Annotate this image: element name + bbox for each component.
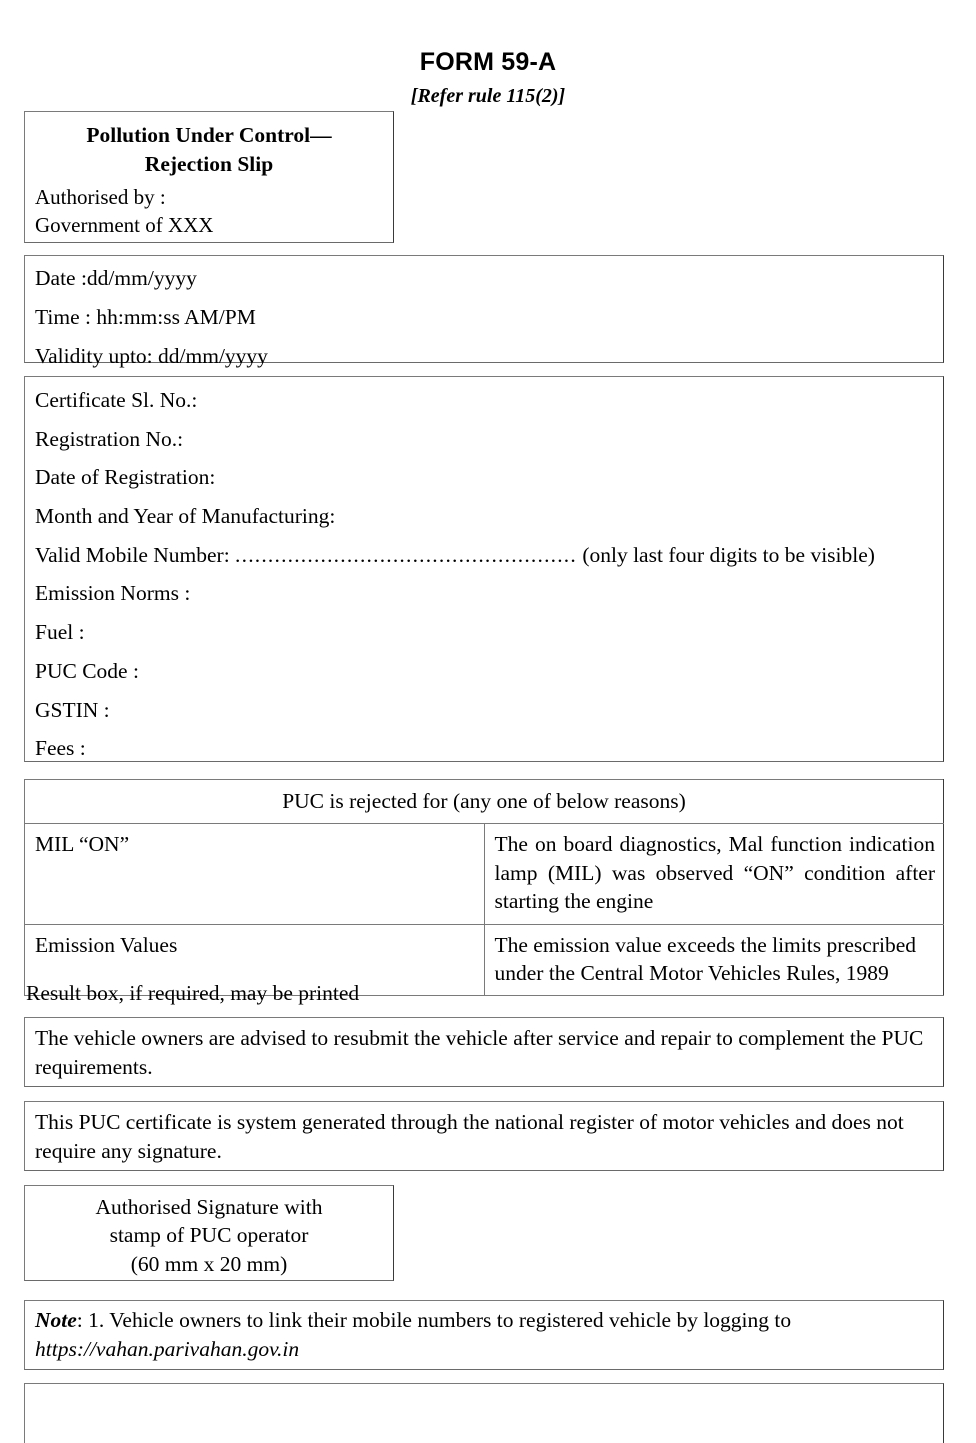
result-box-caption: Result box, if required, may be printed xyxy=(26,981,360,1005)
gstin-field: GSTIN : xyxy=(35,697,110,722)
header-slip-box xyxy=(24,111,394,243)
date-of-registration-field: Date of Registration: xyxy=(35,465,216,490)
mobile-number-leader: .................................................... xyxy=(235,542,577,567)
system-generated-box xyxy=(24,1101,944,1171)
rule-reference: [Refer rule 115(2)] xyxy=(410,85,566,107)
vehicle-details-box xyxy=(24,376,944,762)
reason-key-emission-values: Emission Values xyxy=(25,924,485,996)
result-advice-text: The vehicle owners are advised to resubmit the vehicle after service and repair to complement the PUC requirements. xyxy=(35,1026,924,1079)
certificate-serial-field: Certificate Sl. No.: xyxy=(35,388,198,412)
reason-text-mil-on: The on board diagnostics, Mal function indication lamp (MIL) was observed “ON” condition after starting the engine xyxy=(484,824,944,924)
validity-field: Validity upto: dd/mm/yyyy xyxy=(35,343,268,368)
page-title: FORM 59-A xyxy=(419,48,557,76)
result-advice-box xyxy=(24,1017,944,1087)
registration-no-field: Registration No.: xyxy=(35,426,184,451)
signature-line-1: Authorised Signature with xyxy=(95,1195,323,1219)
table-row xyxy=(25,824,944,924)
table-header-row xyxy=(25,780,944,824)
authorised-signature-box xyxy=(24,1185,394,1281)
reason-text-emission-values: The emission value exceeds the limits prescribed under the Central Motor Vehicles Rules, 1989 xyxy=(484,924,944,996)
note-box xyxy=(24,1300,944,1370)
reason-key-mil-on: MIL “ON” xyxy=(25,824,485,924)
trailing-empty-box xyxy=(24,1383,944,1443)
signature-line-2: stamp of PUC operator xyxy=(109,1223,309,1248)
puc-code-field: PUC Code : xyxy=(35,658,139,683)
rejection-table-header: PUC is rejected for (any one of below reasons) xyxy=(25,780,944,824)
signature-line-3: (60 mm x 20 mm) xyxy=(130,1251,288,1276)
rejection-reasons-table xyxy=(24,779,944,996)
authorised-by-label: Authorised by : xyxy=(35,184,166,209)
datetime-box xyxy=(24,255,944,368)
mobile-number-field xyxy=(35,536,933,575)
authority-name: Government of XXX xyxy=(35,212,214,237)
fees-field: Fees : xyxy=(35,736,86,761)
note-text xyxy=(35,1306,935,1364)
fuel-field: Fuel : xyxy=(35,620,85,645)
slip-heading-line-1: Pollution Under Control— xyxy=(86,123,332,147)
mobile-number-label: Valid Mobile Number: xyxy=(35,542,230,567)
note-body: : 1. Vehicle owners to link their mobile numbers to registered vehicle by logging to xyxy=(76,1308,792,1332)
manufacturing-month-year-field: Month and Year of Manufacturing: xyxy=(35,504,336,529)
date-field: Date :dd/mm/yyyy xyxy=(35,266,197,290)
slip-heading-line-2: Rejection Slip xyxy=(144,152,274,177)
note-label: Note xyxy=(35,1308,77,1332)
emission-norms-field: Emission Norms : xyxy=(35,581,191,606)
time-field: Time : hh:mm:ss AM/PM xyxy=(35,304,256,329)
vahan-portal-url: https://vahan.parivahan.gov.in xyxy=(35,1336,300,1361)
mobile-number-note: (only last four digits to be visible) xyxy=(582,542,875,567)
system-generated-text: This PUC certificate is system generated through the national register of motor vehicles and does not require any signature. xyxy=(35,1110,904,1163)
